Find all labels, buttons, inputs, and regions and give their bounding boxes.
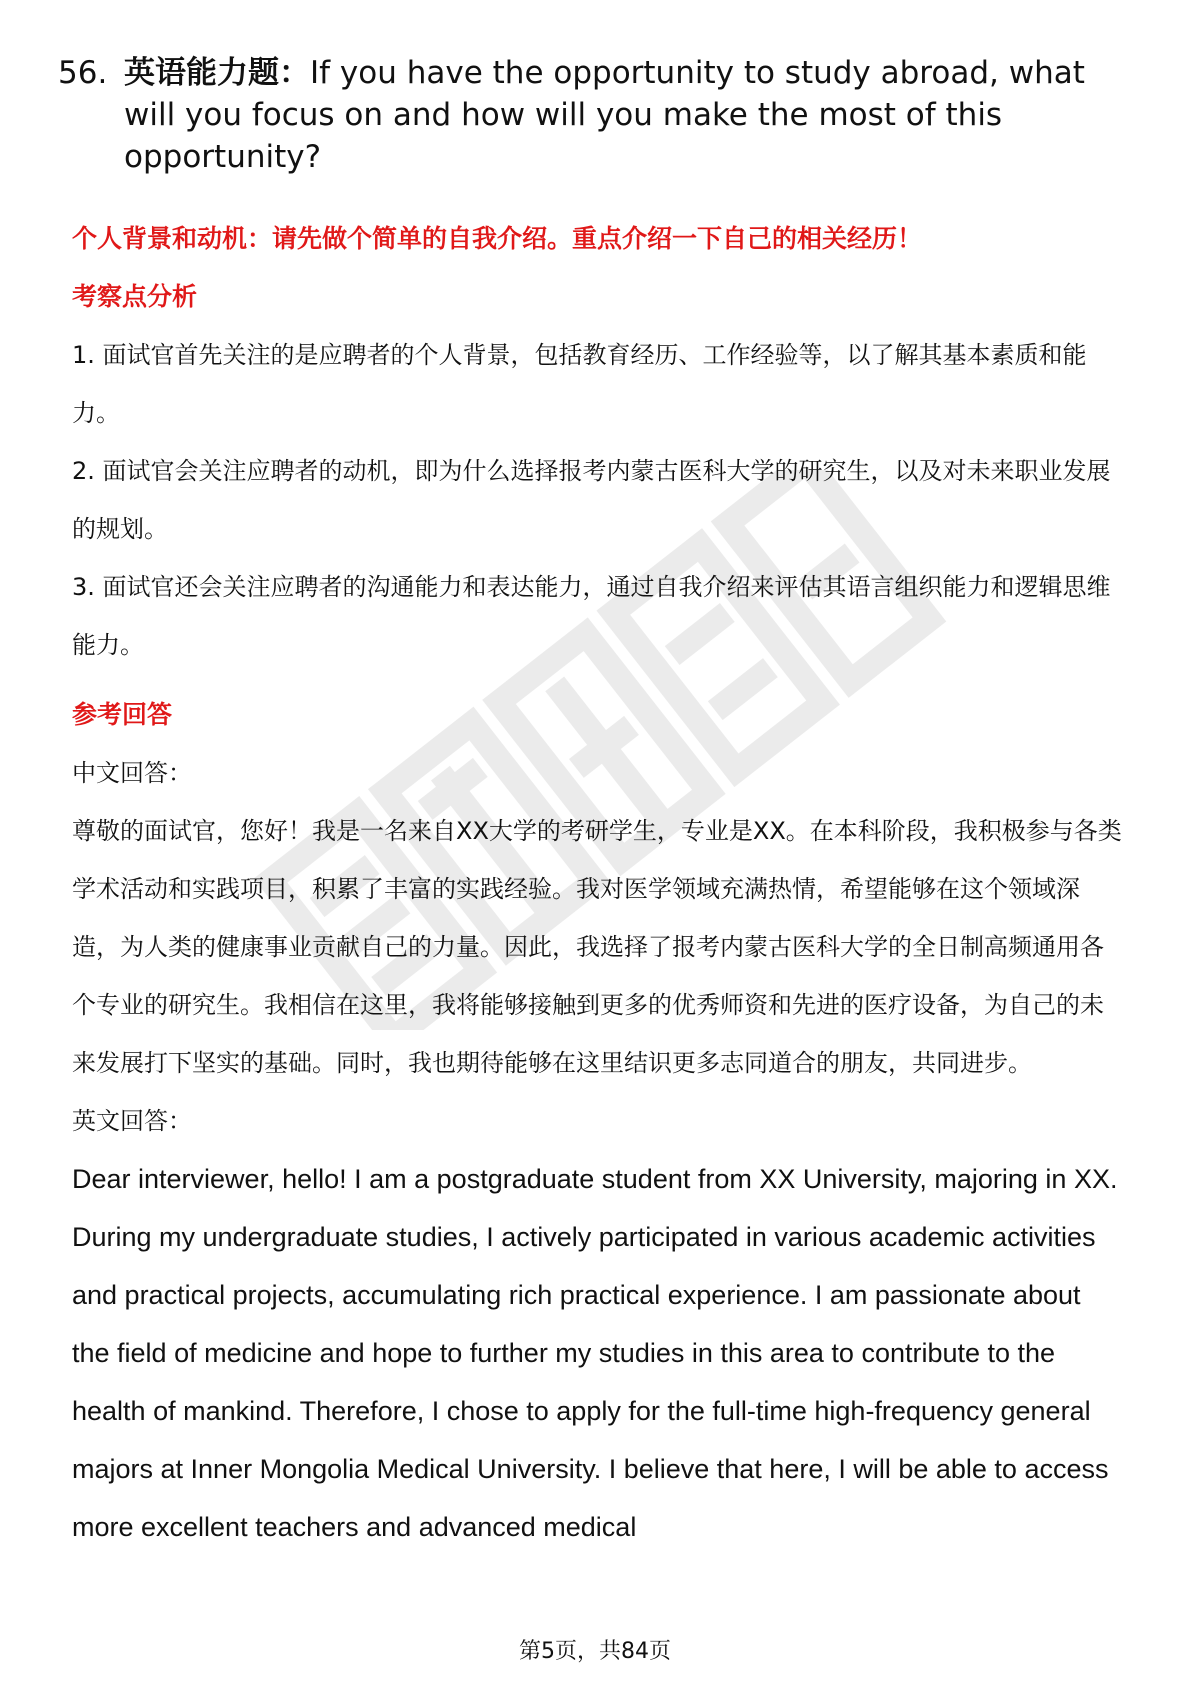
question-label: 英语能力题： — [124, 55, 310, 91]
question — [58, 52, 1118, 178]
analysis-point-3: 3. 面试官还会关注应聘者的沟通能力和表达能力，通过自我介绍来评估其语言组织能力和逻辑思维能力。 — [72, 573, 1111, 659]
section-gap — [72, 674, 1122, 686]
english-answer-label: 英文回答： — [72, 1107, 192, 1135]
chinese-answer-text: 尊敬的面试官，您好！我是一名来自XX大学的考研学生，专业是XX。在本科阶段，我积极参与各类学术活动和实践项目，积累了丰富的实践经验。我对医学领域充满热情，希望能够在这个领域深造，为人类的健康事业贡献自己的力量。因此，我选择了报考内蒙古医科大学的全日制高频通用各个专业的研究生。我相信在这里，我将能够接触到更多的优秀师资和先进的医疗设备，为自己的未来发展打下坚实的基础。同时，我也期待能够在这里结识更多志同道合的朋友，共同进步。 — [72, 817, 1122, 1077]
content — [72, 210, 1122, 1556]
question-text: If you have the opportunity to study abroad, what will you focus on and how will you make the most of this opportunity? — [124, 55, 1085, 175]
background-heading: 个人背景和动机：请先做个简单的自我介绍。重点介绍一下自己的相关经历！ — [72, 224, 923, 253]
reference-heading: 参考回答 — [72, 700, 173, 729]
question-number: 56. — [58, 55, 108, 91]
question-text-block — [124, 52, 1118, 178]
page-footer: 第5页，共84页 — [519, 1639, 671, 1664]
analysis-point-1: 1. 面试官首先关注的是应聘者的个人背景，包括教育经历、工作经验等，以了解其基本素质和能力。 — [72, 341, 1087, 427]
analysis-heading: 考察点分析 — [72, 282, 198, 311]
english-answer-text: Dear interviewer, hello! I am a postgraduate student from XX University, majoring in XX. During my undergraduate studies, I actively participated in various academic activities and practical projects, accumulating rich practical experience. I am passionate about the field of medicine and hope to further my studies in this area to contribute to the health of mankind. Therefore, I chose to apply for the full-time high-frequency general majors at Inner Mongolia Medical University. I believe that here, I will be able to access more excellent teachers and advanced medical — [72, 1164, 1118, 1542]
chinese-answer-label: 中文回答： — [72, 759, 192, 787]
analysis-point-2: 2. 面试官会关注应聘者的动机，即为什么选择报考内蒙古医科大学的研究生，以及对未来职业发展的规划。 — [72, 457, 1111, 543]
analysis-points — [72, 326, 1122, 674]
